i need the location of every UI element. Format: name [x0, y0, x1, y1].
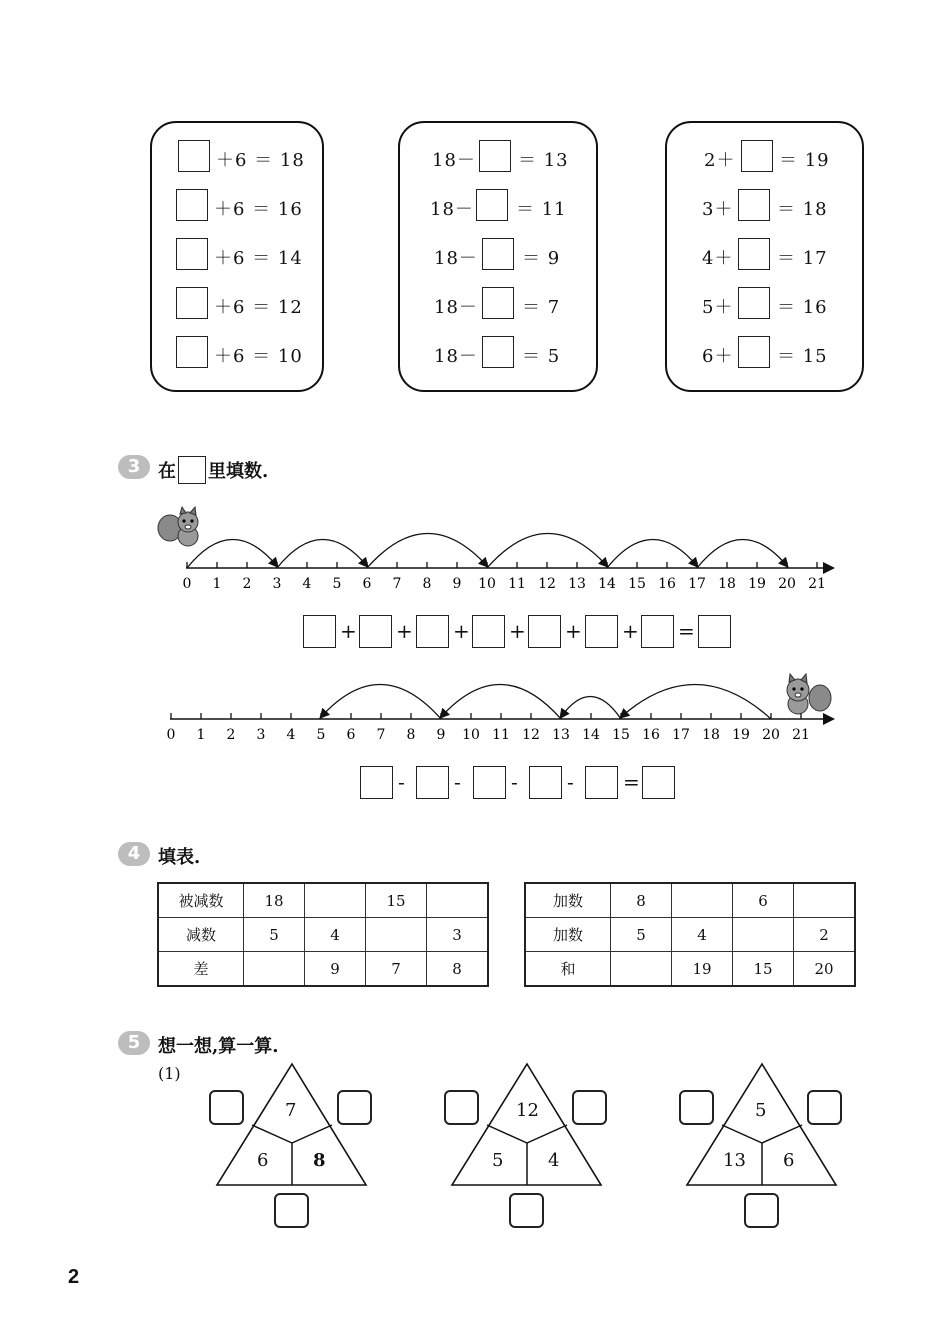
- table-cell[interactable]: [611, 952, 672, 987]
- answer-box[interactable]: [416, 615, 449, 648]
- tick-label: 5: [332, 576, 342, 592]
- answer-box[interactable]: [807, 1090, 842, 1125]
- equation-row: [152, 287, 322, 321]
- equation-left: 18－: [434, 248, 478, 269]
- tick-label: 11: [492, 727, 510, 743]
- table-row: [158, 952, 488, 987]
- equation-right: ＝ 5: [522, 346, 561, 367]
- plus-sign: +: [453, 619, 470, 643]
- plus-sign: +: [622, 619, 639, 643]
- tick-label: 8: [422, 576, 432, 592]
- tick-label: 3: [272, 576, 282, 592]
- table-header-cell: 加数: [525, 918, 611, 952]
- tick-label: 0: [182, 576, 192, 592]
- equation-right: ＝ 13: [518, 150, 569, 171]
- equation-left: 3＋: [702, 199, 734, 220]
- table-row: [525, 918, 855, 952]
- tick-label: 19: [748, 576, 766, 592]
- answer-box[interactable]: [479, 140, 511, 172]
- tick-label: 10: [478, 576, 496, 592]
- tick-label: 12: [538, 576, 556, 592]
- tick-label: 7: [392, 576, 402, 592]
- triangle-top-number: 12: [516, 1100, 539, 1121]
- equation-left: 18－: [434, 346, 478, 367]
- tick-label: 18: [702, 727, 720, 743]
- jump-arc: [187, 539, 277, 568]
- answer-box[interactable]: [528, 615, 561, 648]
- answer-box[interactable]: [529, 766, 562, 799]
- answer-box[interactable]: [337, 1090, 372, 1125]
- table-cell[interactable]: 19: [672, 952, 733, 987]
- tick-label: 20: [762, 727, 780, 743]
- equation-left: 6＋: [702, 346, 734, 367]
- answer-box[interactable]: [472, 615, 505, 648]
- tick-label: 5: [316, 727, 326, 743]
- triangle-right-number: 8: [313, 1150, 326, 1171]
- tick-label: 17: [672, 727, 690, 743]
- tick-label: 17: [688, 576, 706, 592]
- minus-sign: -: [567, 770, 574, 794]
- table-header-cell: 和: [525, 952, 611, 987]
- answer-box[interactable]: [482, 287, 514, 319]
- answer-box[interactable]: [738, 238, 770, 270]
- tick-labels: [183, 576, 826, 592]
- section-number-4: 4: [118, 842, 150, 866]
- section-title-3: [158, 456, 268, 484]
- minus-sign: -: [454, 770, 461, 794]
- equation-right: ＝ 16: [777, 297, 828, 318]
- table-header-cell: 被减数: [158, 883, 244, 918]
- subtraction-sentence: [360, 766, 680, 802]
- tick-label: 1: [196, 727, 206, 743]
- answer-box[interactable]: [738, 189, 770, 221]
- number-line-1: [0, 500, 950, 600]
- triangle-left-number: 13: [723, 1150, 746, 1171]
- table-cell[interactable]: [672, 883, 733, 918]
- equation-right: ＝ 7: [522, 297, 561, 318]
- tick-label: 2: [226, 727, 236, 743]
- table-cell[interactable]: 8: [611, 883, 672, 918]
- equals-sign: =: [678, 619, 695, 643]
- answer-box[interactable]: [482, 238, 514, 270]
- answer-box[interactable]: [176, 238, 208, 270]
- jump-arc: [277, 539, 367, 568]
- table-cell[interactable]: [733, 918, 794, 952]
- answer-box[interactable]: [585, 766, 618, 799]
- triangle-left-number: 6: [257, 1150, 269, 1171]
- equation-right: ＝ 9: [522, 248, 561, 269]
- answer-box[interactable]: [744, 1193, 779, 1228]
- plus-sign: +: [340, 619, 357, 643]
- answer-box[interactable]: [473, 766, 506, 799]
- title-suffix: 里填数.: [208, 461, 269, 482]
- answer-box[interactable]: [738, 336, 770, 368]
- answer-box[interactable]: [209, 1090, 244, 1125]
- table-cell[interactable]: [305, 883, 366, 918]
- answer-box[interactable]: [679, 1090, 714, 1125]
- table-header-cell: 加数: [525, 883, 611, 918]
- table-cell[interactable]: [244, 952, 305, 987]
- table-cell[interactable]: 2: [794, 918, 856, 952]
- number-line-2: [0, 660, 950, 750]
- jump-arcs: [321, 684, 771, 719]
- table-cell[interactable]: 18: [244, 883, 305, 918]
- tick-label: 21: [792, 727, 810, 743]
- equation-row: [400, 189, 596, 223]
- answer-box[interactable]: [741, 140, 773, 172]
- equation-row: [667, 336, 862, 370]
- tick-label: 21: [808, 576, 826, 592]
- section-title-4: 填表.: [158, 847, 201, 868]
- equation-left: 5＋: [702, 297, 734, 318]
- answer-box[interactable]: [738, 287, 770, 319]
- tick-label: 8: [406, 727, 416, 743]
- tick-label: 14: [582, 727, 600, 743]
- equation-right: ＝ 11: [516, 199, 567, 220]
- equation-right: ＝ 15: [777, 346, 828, 367]
- number-triangle: [205, 1062, 385, 1232]
- equation-row: [152, 336, 322, 370]
- table-cell[interactable]: [794, 883, 856, 918]
- triangle-right-number: 6: [783, 1150, 795, 1171]
- tick-label: 13: [568, 576, 586, 592]
- answer-box[interactable]: [641, 615, 674, 648]
- tick-label: 15: [628, 576, 646, 592]
- answer-box[interactable]: [176, 287, 208, 319]
- triangle-left-number: 5: [492, 1150, 504, 1171]
- answer-box[interactable]: [585, 615, 618, 648]
- equation-left: 18－: [430, 199, 474, 220]
- equation-row: [667, 287, 862, 321]
- subtraction-table: [157, 882, 489, 987]
- tick-label: 1: [212, 576, 222, 592]
- answer-box[interactable]: [509, 1193, 544, 1228]
- tick-labels: [167, 727, 810, 743]
- table-cell[interactable]: [366, 918, 427, 952]
- answer-box[interactable]: [642, 766, 675, 799]
- table-cell[interactable]: 6: [733, 883, 794, 918]
- tick-label: 14: [598, 576, 616, 592]
- tick-label: 16: [658, 576, 676, 592]
- plus-sign: +: [396, 619, 413, 643]
- tick-label: 4: [302, 576, 312, 592]
- table-cell[interactable]: 4: [305, 918, 366, 952]
- answer-box[interactable]: [176, 189, 208, 221]
- jump-arc: [607, 539, 697, 568]
- number-triangle: [675, 1062, 855, 1232]
- tick-label: 10: [462, 727, 480, 743]
- table-cell[interactable]: 3: [427, 918, 489, 952]
- answer-box[interactable]: [416, 766, 449, 799]
- equation-right: ＝ 19: [779, 150, 830, 171]
- jump-arc: [621, 684, 771, 719]
- triangle-top-number: 7: [285, 1100, 297, 1121]
- tick-label: 0: [166, 727, 176, 743]
- tick-label: 3: [256, 727, 266, 743]
- equation-row: [400, 336, 596, 370]
- equation-row: [152, 238, 322, 272]
- page-number: 2: [68, 1266, 80, 1288]
- equation-left: 18－: [432, 150, 476, 171]
- answer-box[interactable]: [176, 336, 208, 368]
- section-title-5: 想一想,算一算.: [158, 1036, 279, 1057]
- equation-group-2: [398, 121, 598, 392]
- tick-label: 4: [286, 727, 296, 743]
- equation-row: [667, 189, 862, 223]
- section-number-5: 5: [118, 1031, 150, 1055]
- tick-label: 9: [452, 576, 462, 592]
- number-triangle: [440, 1062, 620, 1232]
- triangle-right-number: 4: [548, 1150, 560, 1171]
- table-cell[interactable]: 9: [305, 952, 366, 987]
- tick-label: 15: [612, 727, 630, 743]
- equation-row: [400, 140, 596, 174]
- equation-row: [152, 189, 322, 223]
- answer-box[interactable]: [178, 140, 210, 172]
- table-cell[interactable]: [427, 883, 489, 918]
- addition-table: [524, 882, 856, 987]
- tick-label: 12: [522, 727, 540, 743]
- table-cell[interactable]: 8: [427, 952, 489, 987]
- equation-right: ＝ 18: [777, 199, 828, 220]
- squirrel-icon: [158, 507, 198, 546]
- answer-box[interactable]: [274, 1193, 309, 1228]
- tick-label: 19: [732, 727, 750, 743]
- tick-label: 2: [242, 576, 252, 592]
- equation-text: ＋6 ＝ 12: [214, 297, 303, 318]
- equation-left: 18－: [434, 297, 478, 318]
- equation-group-1: [150, 121, 324, 392]
- equation-text: ＋6 ＝ 10: [214, 346, 303, 367]
- squirrel-icon: [787, 674, 831, 714]
- tick-marks: [171, 713, 801, 719]
- answer-box[interactable]: [444, 1090, 479, 1125]
- table-cell[interactable]: 4: [672, 918, 733, 952]
- equals-sign: =: [623, 770, 640, 794]
- table-row: [158, 918, 488, 952]
- table-header-cell: 差: [158, 952, 244, 987]
- answer-box[interactable]: [360, 766, 393, 799]
- tick-label: 11: [508, 576, 526, 592]
- equation-text: ＋6 ＝ 18: [216, 150, 305, 171]
- equation-row: [400, 287, 596, 321]
- tick-label: 20: [778, 576, 796, 592]
- title-square-icon: [178, 456, 206, 484]
- equation-right: ＝ 17: [777, 248, 828, 269]
- tick-label: 6: [346, 727, 356, 743]
- addition-sentence: [303, 615, 733, 651]
- table-cell[interactable]: 5: [611, 918, 672, 952]
- table-cell[interactable]: 15: [733, 952, 794, 987]
- answer-box[interactable]: [359, 615, 392, 648]
- table-cell[interactable]: 7: [366, 952, 427, 987]
- answer-box[interactable]: [572, 1090, 607, 1125]
- plus-sign: +: [509, 619, 526, 643]
- table-row: [158, 883, 488, 918]
- answer-box[interactable]: [476, 189, 508, 221]
- triangle-top-number: 5: [755, 1100, 767, 1121]
- tick-label: 16: [642, 727, 660, 743]
- table-cell[interactable]: 20: [794, 952, 856, 987]
- plus-sign: +: [565, 619, 582, 643]
- answer-box[interactable]: [482, 336, 514, 368]
- minus-sign: -: [398, 770, 405, 794]
- minus-sign: -: [511, 770, 518, 794]
- section-number-3: 3: [118, 455, 150, 479]
- equation-row: [667, 140, 862, 174]
- table-cell[interactable]: 15: [366, 883, 427, 918]
- equation-row: [152, 140, 322, 174]
- equation-left: 4＋: [702, 248, 734, 269]
- title-prefix: 在: [158, 461, 176, 482]
- tick-label: 18: [718, 576, 736, 592]
- table-row: [525, 952, 855, 987]
- equation-row: [667, 238, 862, 272]
- table-cell[interactable]: 5: [244, 918, 305, 952]
- equation-text: ＋6 ＝ 14: [214, 248, 303, 269]
- equation-left: 2＋: [704, 150, 736, 171]
- tick-label: 7: [376, 727, 386, 743]
- sub-question-label: (1): [158, 1064, 181, 1083]
- tick-label: 9: [436, 727, 446, 743]
- answer-box[interactable]: [698, 615, 731, 648]
- table-row: [525, 883, 855, 918]
- tick-label: 13: [552, 727, 570, 743]
- equation-text: ＋6 ＝ 16: [214, 199, 303, 220]
- equation-group-3: [665, 121, 864, 392]
- jump-arc: [697, 539, 787, 568]
- answer-box[interactable]: [303, 615, 336, 648]
- tick-label: 6: [362, 576, 372, 592]
- equation-row: [400, 238, 596, 272]
- table-header-cell: 减数: [158, 918, 244, 952]
